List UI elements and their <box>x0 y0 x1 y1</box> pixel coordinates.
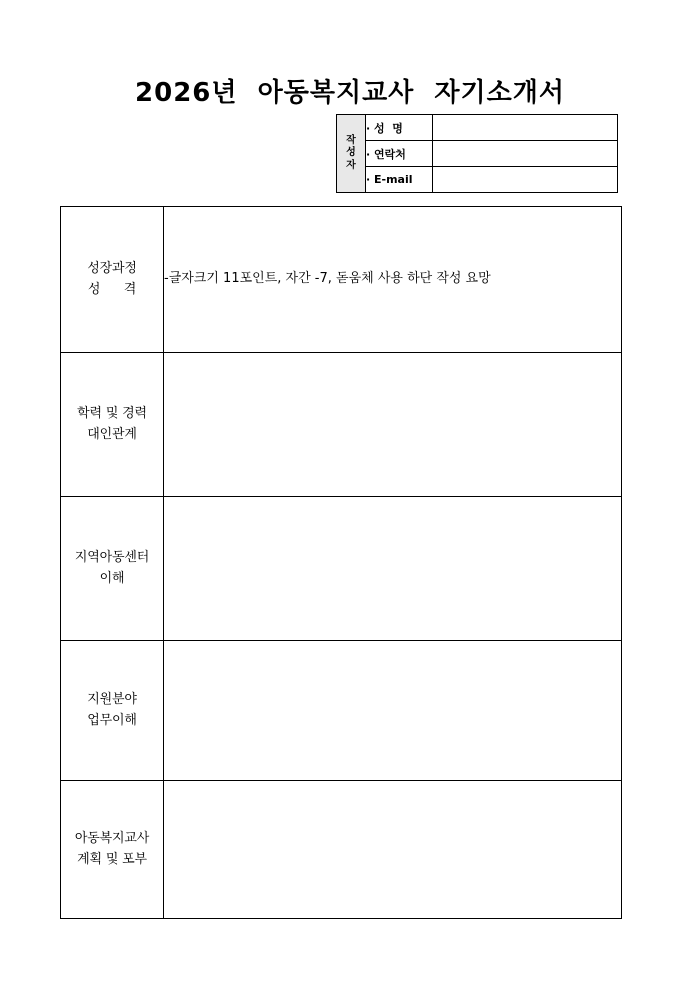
table-row <box>337 141 618 167</box>
section-heading-line-2: 이해 <box>99 570 125 586</box>
table-row <box>337 167 618 193</box>
section-heading-line-2: 계획 및 포부 <box>77 851 147 867</box>
applicant-vertical-char-3: 자 <box>346 159 356 171</box>
section-heading-growth <box>61 207 164 353</box>
section-heading-job-understanding <box>61 641 164 781</box>
self-introduction-table <box>60 206 622 919</box>
page-title: 2026년 아동복지교사 자기소개서 <box>135 78 565 108</box>
section-content-job-understanding[interactable] <box>164 641 622 781</box>
phone-field[interactable] <box>433 141 618 167</box>
table-row <box>61 207 622 353</box>
section-heading-line-1: 아동복지교사 <box>74 831 150 847</box>
section-heading-plan <box>61 781 164 919</box>
section-heading-line-1: 성장과정 <box>87 261 137 277</box>
section-content-plan[interactable] <box>164 781 622 919</box>
table-row <box>61 781 622 919</box>
section-heading-line-2: 성 격 <box>87 281 137 297</box>
table-row <box>61 353 622 497</box>
phone-label: · 연락처 <box>366 141 433 167</box>
section-heading-line-1: 지역아동센터 <box>74 550 150 566</box>
table-row <box>61 497 622 641</box>
section-heading-line-2: 대인관계 <box>87 426 137 442</box>
section-heading-line-2: 업무이해 <box>87 712 137 728</box>
applicant-vertical-label <box>337 115 366 193</box>
section-heading-line-1: 학력 및 경력 <box>77 406 147 422</box>
section-content-growth[interactable]: -글자크기 11포인트, 자간 -7, 돋움체 사용 하단 작성 요망 <box>164 207 622 353</box>
email-field[interactable] <box>433 167 618 193</box>
table-row <box>61 641 622 781</box>
table-row <box>337 115 618 141</box>
section-content-center-understanding[interactable] <box>164 497 622 641</box>
section-heading-line-1: 지원분야 <box>87 692 137 708</box>
name-label: · 성 명 <box>366 115 433 141</box>
email-label: · E-mail <box>366 167 433 193</box>
applicant-vertical-char-1: 작 <box>346 134 356 146</box>
section-content-education[interactable] <box>164 353 622 497</box>
applicant-info-table <box>336 114 618 193</box>
section-heading-center-understanding <box>61 497 164 641</box>
name-field[interactable] <box>433 115 618 141</box>
applicant-vertical-char-2: 성 <box>346 147 356 159</box>
section-heading-education <box>61 353 164 497</box>
